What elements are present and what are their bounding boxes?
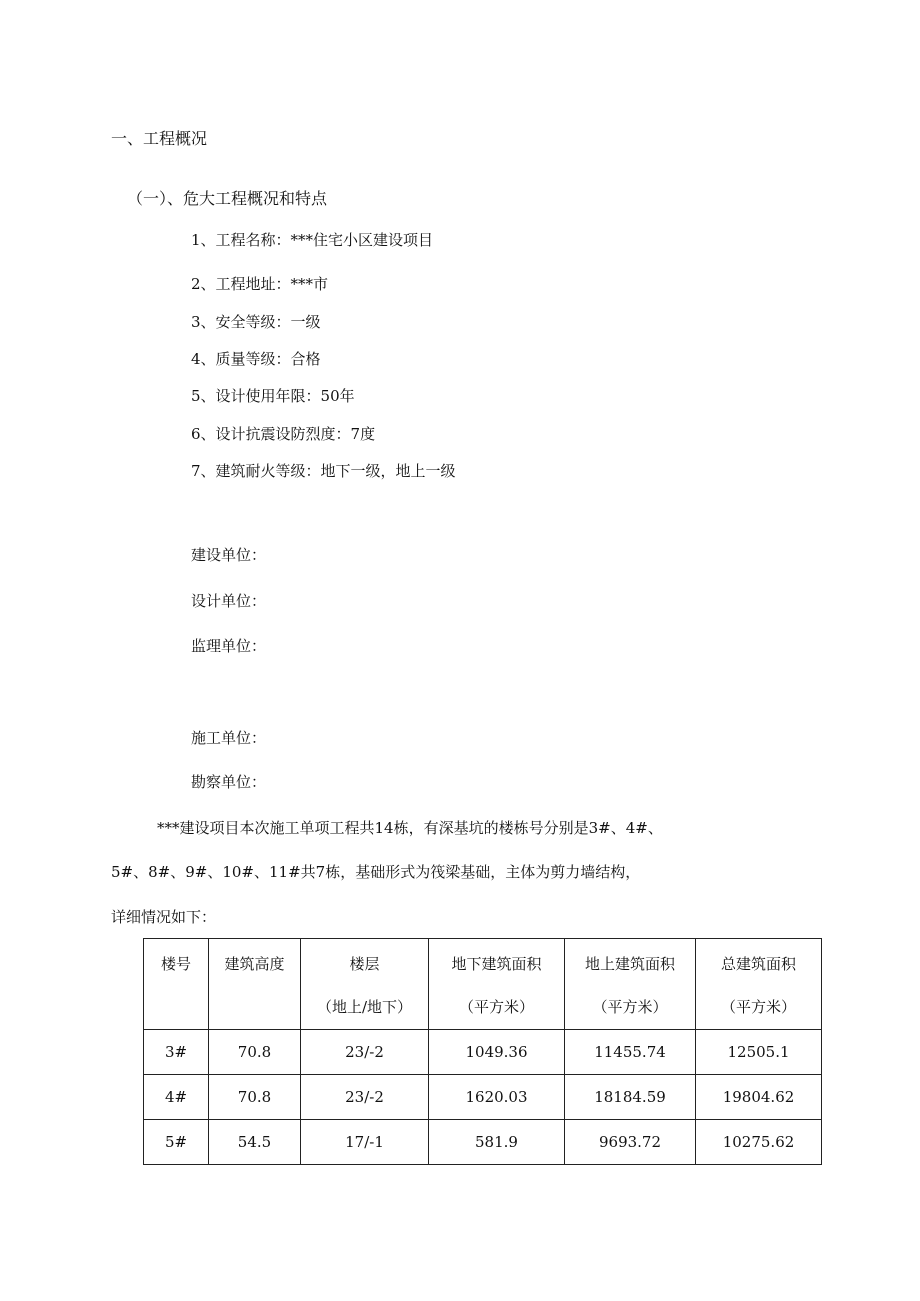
header-line: 楼层 [349, 955, 380, 973]
info-item-safety-grade: 3、安全等级：一级 [191, 313, 321, 331]
unit-label-design: 设计单位： [191, 592, 267, 610]
cell-underground-area: 1620.03 [429, 1075, 565, 1120]
header-subline: （平方米） [592, 998, 668, 1016]
header-aboveground-area [565, 939, 696, 1030]
header-subline: （地上/地下） [316, 998, 413, 1016]
header-line: 地上建筑面积 [584, 955, 675, 973]
cell-building-height: 54.5 [209, 1120, 301, 1165]
info-item-fire-resistance: 7、建筑耐火等级：地下一级，地上一级 [191, 462, 456, 480]
cell-underground-area: 1049.36 [429, 1030, 565, 1075]
description-line-2: 5#、8#、9#、10#、11#共7栋，基础形式为筏梁基础，主体为剪力墙结构， [111, 863, 641, 881]
info-item-project-address: 2、工程地址：***市 [191, 275, 329, 293]
header-line: 楼号 [160, 955, 191, 973]
cell-floors: 17/-1 [301, 1120, 429, 1165]
header-total-area [696, 939, 822, 1030]
header-underground-area [429, 939, 565, 1030]
cell-building-height: 70.8 [209, 1075, 301, 1120]
cell-building-number: 3# [144, 1030, 209, 1075]
table-row [144, 1075, 822, 1120]
cell-aboveground-area: 11455.74 [565, 1030, 696, 1075]
subsection-heading: （一）、危大工程概况和特点 [127, 189, 328, 208]
cell-underground-area: 581.9 [429, 1120, 565, 1165]
unit-label-contractor: 施工单位： [191, 729, 267, 747]
header-building-number [144, 939, 209, 1030]
cell-aboveground-area: 9693.72 [565, 1120, 696, 1165]
table-row [144, 1030, 822, 1075]
info-item-design-life: 5、设计使用年限：50年 [191, 387, 355, 405]
cell-floors: 23/-2 [301, 1075, 429, 1120]
section-heading: 一、工程概况 [111, 129, 208, 148]
description-line-1: ***建设项目本次施工单项工程共14栋，有深基坑的楼栋号分别是3#、4#、 [157, 819, 663, 837]
cell-building-height: 70.8 [209, 1030, 301, 1075]
description-line-3: 详细情况如下： [111, 908, 217, 926]
info-item-project-name: 1、工程名称：***住宅小区建设项目 [191, 231, 434, 249]
header-line: 总建筑面积 [720, 955, 796, 973]
unit-label-construction: 建设单位： [191, 546, 267, 564]
table-row [144, 1120, 822, 1165]
header-building-height [209, 939, 301, 1030]
unit-label-supervision: 监理单位： [191, 637, 267, 655]
building-table [143, 938, 822, 1165]
cell-total-area: 12505.1 [696, 1030, 822, 1075]
unit-label-survey: 勘察单位： [191, 773, 267, 791]
cell-building-number: 4# [144, 1075, 209, 1120]
table-header-row [144, 939, 822, 1030]
header-subline: （平方米） [720, 998, 796, 1016]
info-item-quality-grade: 4、质量等级：合格 [191, 350, 321, 368]
info-item-seismic-intensity: 6、设计抗震设防烈度：7度 [191, 425, 376, 443]
cell-total-area: 10275.62 [696, 1120, 822, 1165]
header-subline: （平方米） [458, 998, 534, 1016]
cell-aboveground-area: 18184.59 [565, 1075, 696, 1120]
header-line: 地下建筑面积 [451, 955, 542, 973]
header-floors [301, 939, 429, 1030]
header-line: 建筑高度 [224, 955, 285, 973]
cell-building-number: 5# [144, 1120, 209, 1165]
cell-total-area: 19804.62 [696, 1075, 822, 1120]
cell-floors: 23/-2 [301, 1030, 429, 1075]
